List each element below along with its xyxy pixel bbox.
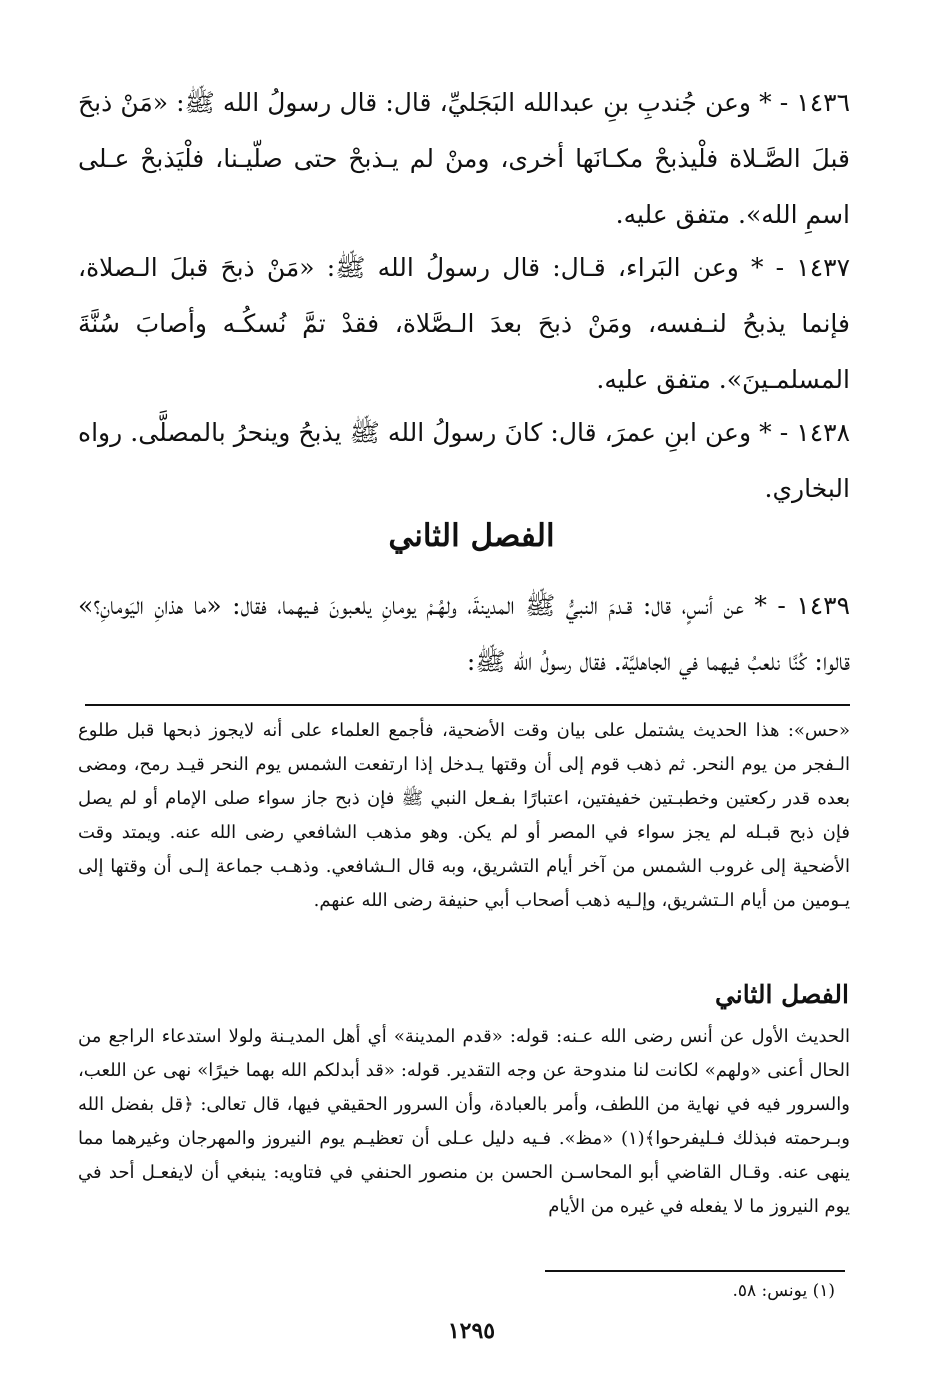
commentary-divider [85, 704, 850, 706]
commentary-paragraph-1: «حس»: هذا الحديث يشتمل على بيان وقت الأضحية، فأجمع العلماء على أنه لايجوز ذبحها قبل طلوع الـفجر من يوم النحر. ثم ذهب قوم إلى أن وقتها يـدخل إذا ارتفعت الشمس يوم النحر قيـد رمح، ومضى بعده قدر ركعتين وخطبـتين خفيفتين، اعتبارًا بفـعل النبي ﷺ فإن ذبح جاز سواء صلى الإمام أو لم يصل فإن ذبح قبـله لم يجز سواء في المصر أو لم يكن. وهو مذهب الشافعي رضى الله عنه. ويمتد وقت الأضحية إلى غروب الشمس من آخر أيام التشريق، وبه قال الـشافعي. وذهـب جماعة إلـى أن وقتها إلى يـومين من أيام الـتشريق، وإلـيه ذهب أصحاب أبي حنيفة رضى الله عنهم. [78, 720, 850, 911]
section-title: الفصل الثاني [388, 518, 555, 554]
commentary-sub-title: الفصل الثاني [714, 980, 849, 1009]
hadith-1436: ١٤٣٦ - * وعن جُندبِ بنِ عبدالله البَجَليِّ، قال: قال رسولُ الله ﷺ: «مَنْ ذبحَ قبلَ الصَّـلاة فلْيذبحْ مكـانَها أخرى، ومنْ لم يـذبحْ حتى صلّيـنا، فلْيَذبحْ عـلى اسمِ الله». متفق عليه. [78, 88, 850, 229]
commentary-paragraph-2: الحديث الأول عن أنس رضى الله عـنه: قوله: «قدم المدينة» أي أهل المديـنة ولولا استدعاء الراجع من الحال أعنى «ولهم» لكانت لنا مندوحة عن وجه التقدير. قوله: «قد أبدلكم الله بهما خيرًا» نهى عن اللعب، والسرور فيه في نهاية من اللطف، وأمر بالعبادة، وأن السرور الحقيقي فيها، قال تعالى: ﴿قل بفضل الله وبـرحمته فبذلك فـليفرحوا﴾(١) «مظ». فـيه دليل عـلى أن تعظيـم يوم النيروز والمهرجان وغيرهما مما ينهى عنه. وقـال القاضي أبو المحاسـن الحسن بن منصور الحنفي في فتاويه: ينبغي أن لايفعـل أحد في يوم النيروز ما لا يفعله في غيره من الأيام [78, 1026, 851, 1217]
hadith-1438: ١٤٣٨ - * وعن ابنِ عمرَ، قال: كانَ رسولُ الله ﷺ يذبحُ وينحرُ بالمصلَّى. رواه البخاري. [78, 418, 850, 503]
footnote-divider [545, 1270, 845, 1272]
footnote: (١) يونس: ٥٨. [732, 1281, 835, 1301]
page-number: ١٢٩٥ [447, 1318, 496, 1344]
hadith-1437: ١٤٣٧ - * وعن البَراء، قـال: قال رسولُ الله ﷺ: «مَنْ ذبحَ قبلَ الـصلاة، فإنما يذبحُ لنـفسه، ومَنْ ذبحَ بعدَ الـصَّلاة، فقدْ تمَّ نُسكُـه وأصابَ سُنَّةَ المسلمـينَ». متفق عليه. [78, 253, 850, 394]
hadith-1439: ١٤٣٩ - * عن أنسٍ، قال: قـدمَ النبيُّ ﷺ المدينةَ، ولهُـمْ يومانِ يلعبونَ فـيهما، فقال: «ما هذانِ اليَومانِ؟» قالوا: كُنَّا نلعبُ فيهما في الجاهليَّة. فقال رسولُ الله ﷺ: [78, 591, 850, 676]
